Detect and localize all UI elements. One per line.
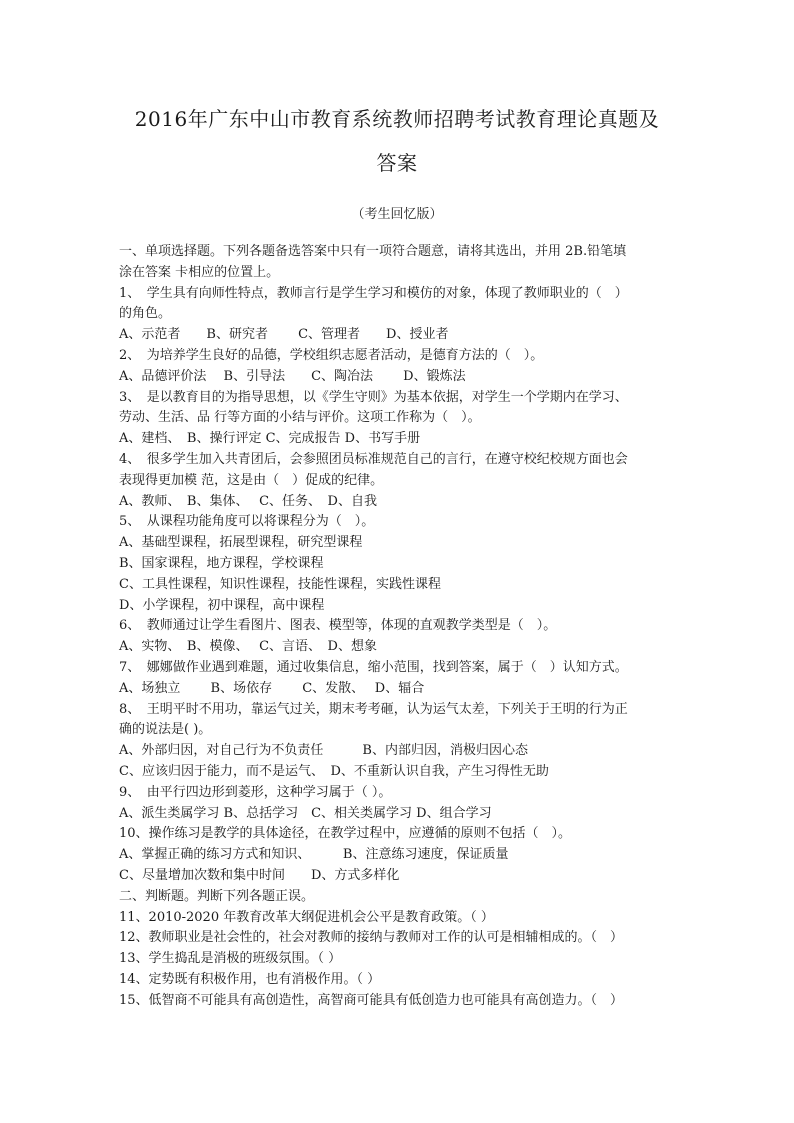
text-line: A、建档、 B、操行评定 C、完成报告 D、书写手册 [119,431,421,447]
text-line: 15、低智商不可能具有高创造性，高智商可能具有低创造力也可能具有高创造力。（ ） [119,992,624,1008]
text-line: A、基础型课程，拓展型课程，研究型课程 [119,535,363,551]
text-line: 8、 王明平时不用功，靠运气过关，期末考考砸，认为运气太差，下列关于王明的行为正 [119,701,628,717]
text-line: A、教师、 B、集体、 C、任务、 D、自我 [119,493,377,509]
text-line: 表现得更加模 范，这是由（ ）促成的纪律。 [119,472,384,488]
text-line: 6、 教师通过让学生看图片、图表、模型等，体现的直观教学类型是（ ）。 [119,618,557,634]
text-line: 4、 很多学生加入共青团后，会参照团员标准规范自己的言行，在遵守校纪校规方面也会 [119,451,628,467]
text-line: A、外部归因，对自己行为不负责任 B、内部归因，消极归因心态 [119,743,528,759]
document-title-line-1: 2016年广东中山市教育系统教师招聘考试教育理论真题及 [134,107,660,131]
text-line: A、场独立 B、场依存 C、发散、 D、辐合 [119,680,425,696]
document-title-line-2: 答案 [376,151,418,175]
text-line: C、尽量增加次数和集中时间 D、方式多样化 [119,867,400,883]
text-line: B、国家课程，地方课程，学校课程 [119,555,324,571]
text-line: D、小学课程，初中课程，高中课程 [119,597,325,613]
text-line: 7、 娜娜做作业遇到难题，通过收集信息，缩小范围，找到答案，属于（ ）认知方式。 [119,659,628,675]
text-line: 13、学生捣乱是消极的班级氛围。（ ） [119,951,342,967]
text-line: 涂在答案 卡相应的位置上。 [119,264,280,280]
text-line: 1、 学生具有向师性特点，教师言行是学生学习和模仿的对象，体现了教师职业的（ ） [119,285,628,301]
text-line: 2、 为培养学生良好的品德，学校组织志愿者活动，是德育方法的（ ）。 [119,347,544,363]
text-line: 一、单项选择题。下列各题备选答案中只有一项符合题意，请将其选出，并用 2B.铅笔填 [119,244,627,259]
text-line: 12、教师职业是社会性的，社会对教师的接纳与教师对工作的认可是相辅相成的。（ ） [119,930,624,946]
text-line: 14、定势既有积极作用，也有消极作用。（ ） [119,971,381,987]
text-line: A、掌握正确的练习方式和知识、 B、注意练习速度，保证质量 [119,847,509,863]
text-line: 劳动、生活、品 行等方面的小结与评价。这项工作称为（ ）。 [119,410,481,426]
text-line: 的角色。 [119,306,172,322]
text-line: 5、 从课程功能角度可以将课程分为（ ）。 [119,514,375,530]
document-subtitle: （考生回忆版） [351,207,443,222]
text-line: 3、 是以教育目的为指导思想，以《学生守则》为基本依据，对学生一个学期内在学习、 [119,389,628,405]
text-line: 9、 由平行四边形到菱形，这种学习属于（ ）。 [119,784,392,800]
text-line: C、应该归因于能力，而不是运气、 D、不重新认识自我，产生习得性无助 [119,763,549,779]
text-line: 10、操作练习是教学的具体途径，在教学过程中，应遵循的原则不包括（ ）。 [119,826,572,842]
text-line: A、实物、 B、模像、 C、言语、 D、想象 [119,639,377,655]
text-line: C、工具性课程，知识性课程，技能性课程，实践性课程 [119,576,441,592]
text-line: A、示范者 B、研究者 C、管理者 D、授业者 [119,327,449,343]
text-line: 确的说法是( )。 [119,722,212,738]
text-line: A、品德评价法 B、引导法 C、陶冶法 D、锻炼法 [119,368,466,384]
text-line: A、派生类属学习 B、总括学习 C、相关类属学习 D、组合学习 [119,805,492,821]
text-line: 二、判断题。判断下列各题正误。 [119,888,315,904]
text-line: 11、2010-2020 年教育改革大纲促进机会公平是教育政策。（ ） [119,909,494,925]
question-body [119,242,699,1011]
